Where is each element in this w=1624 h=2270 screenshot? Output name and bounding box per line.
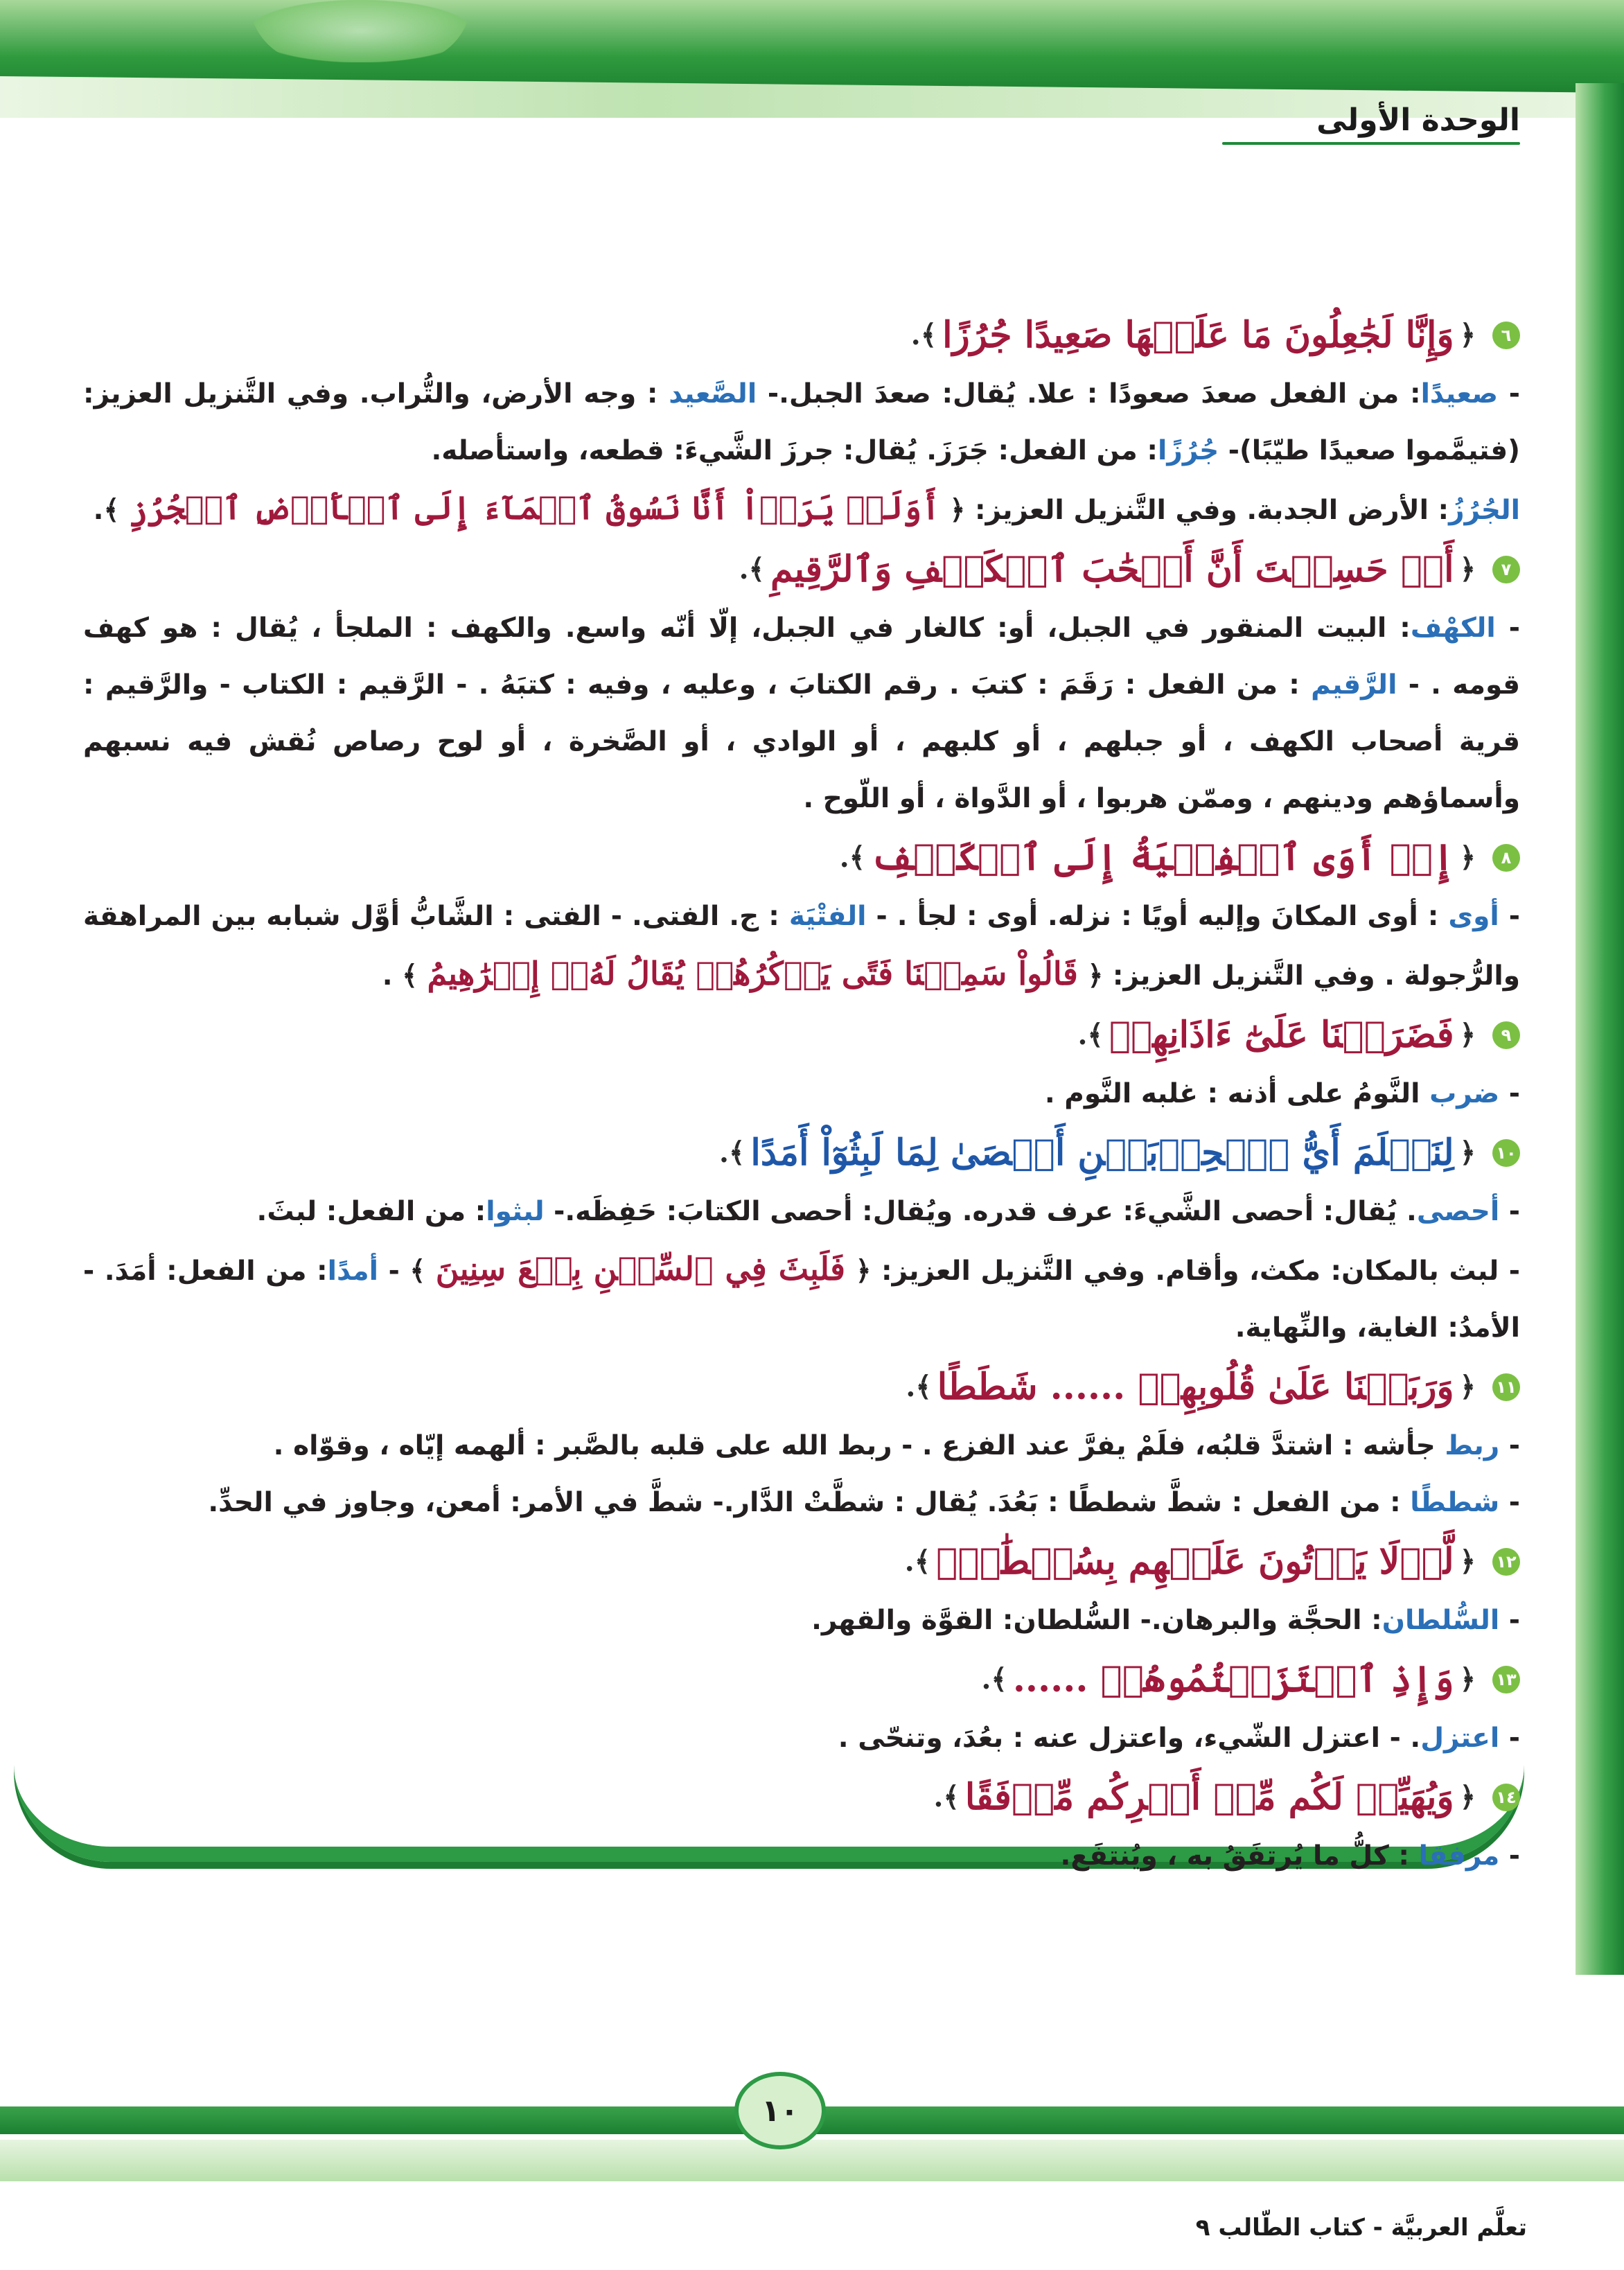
verse-number-badge: ٩ [1492,1021,1520,1049]
gloss-text: ﴾ . [382,960,427,992]
gloss-text: - [1499,1840,1520,1872]
quran-bracket-close-icon: ﴾. [904,1545,931,1578]
verse-text: أَمۡ حَسِبۡتَ أَنَّ أَصۡحَٰبَ ٱلۡكَهۡفِ وَٱلرَّقِيمِ [770,548,1454,590]
gloss-text: - [1499,1487,1520,1518]
verse-line [83,1531,1520,1592]
gloss-term: مرفقا [1418,1840,1500,1872]
quran-bracket-close-icon: ﴾. [933,1781,960,1813]
vocab-entry [83,1123,1520,1357]
verse-text: لَّوۡلَا يَأۡتُونَ عَلَيۡهِم بِسُلۡطَٰنِۭ [936,1540,1454,1583]
verse-number-badge: ٧ [1492,556,1520,583]
gloss-text: : وجه الأرض، والتُّراب. وفي التَّنزيل العزيز: (فتيمَّموا صعيدًا طيّبًا)- [83,378,1520,466]
gloss-paragraph [83,1828,1520,1885]
gloss-term: الكهْف [1410,613,1496,644]
vocab-entry [83,1531,1520,1649]
gloss-text: - [1499,1605,1520,1636]
quran-bracket-open-icon: ﴿ [1459,553,1476,586]
gloss-text: جأشه : اشتدَّ قلبُه، فلَمْ يفرَّ عند الفزع . - ربط الله على قلبه بالصَّبر : ألهمه إيّاه ، وقوّاه . [273,1430,1445,1461]
gloss-term: الرَّقيم [1311,669,1397,701]
quran-bracket-close-icon: ﴾. [739,553,765,586]
vocab-entry [83,305,1520,539]
gloss-text: : من الفعل : شطَّ شططًا : بَعُدَ. يُقال : شطَّتْ الدَّار.- شطَّ في الأمر: أمعن، وجاوز في الحدِّ. [208,1487,1411,1518]
verse-number-badge: ١١ [1492,1373,1520,1401]
right-side-bar [1576,83,1624,1975]
verse-text: فَضَرَبۡنَا عَلَىٰٓ ءَاذَانِهِمۡ [1109,1014,1454,1056]
verse-line [83,1123,1520,1184]
gloss-paragraph [83,366,1520,479]
vocabulary-list [83,305,1520,1885]
verse-text: لِنَعۡلَمَ أَيُّ ٱلۡحِزۡبَيۡنِ أَحۡصَىٰ لِمَا لَبِثُوٓاْ أَمَدًا [750,1132,1454,1174]
gloss-paragraph [83,1592,1520,1649]
gloss-term: السُّلطان [1382,1605,1500,1636]
gloss-term: لبثوا [486,1196,545,1227]
gloss-text: : من الفعل صعدَ صعودًا : علا. يُقال: صعدَ الجبل.- [757,378,1421,410]
gloss-text: - [1498,378,1520,410]
quran-bracket-open-icon: ﴿ [1459,319,1476,351]
gloss-term: الجُرُزُ [1449,495,1520,526]
floral-ornament-icon [249,0,471,62]
gloss-paragraph [83,479,1520,539]
quoted-verse: أَوَلَمۡ يَرَوۡاْ أَنَّا نَسُوقُ ٱلۡمَآءَ إِلَى ٱلۡأَرۡضِ ٱلۡجُرُزِ [128,489,940,527]
book-footer: تعلَّم العربيَّة - كتاب الطّالب ٩ [1195,2214,1527,2242]
gloss-text: - لبث بالمكان: مكث، وأقام. وفي التَّنزيل العزيز: ﴿ [845,1256,1520,1287]
quran-bracket-close-icon: ﴾. [1077,1019,1104,1051]
gloss-text: - [1499,1078,1520,1109]
quran-bracket-open-icon: ﴿ [1459,1663,1476,1696]
verse-number-badge: ١٤ [1492,1784,1520,1811]
gloss-text: : ج. الفتى. - الفتى : الشَّابُّ أوَّل شبابه بين المراهقة والرُّجولة . وفي التَّنزيل العزيز: ﴿ [83,901,1520,992]
quran-bracket-close-icon: ﴾. [906,1371,932,1403]
gloss-term: صعيدًا [1420,378,1499,410]
verse-text: وَإِنَّا لَجَٰعِلُونَ مَا عَلَيۡهَا صَعِيدًا جُرُزًا [942,314,1454,356]
verse-number-badge: ١٠ [1492,1139,1520,1167]
quran-bracket-open-icon: ﴿ [1459,1019,1476,1051]
gloss-term: الفتْيَة [788,901,867,932]
gloss-term: جُرُزًا [1158,435,1219,466]
unit-title: الوحدة الأولى [1316,103,1520,138]
gloss-text: : من الفعل: أمَدَ. - الأمدُ: الغاية، والنِّهاية. [83,1256,1520,1344]
vocab-entry [83,1357,1520,1531]
gloss-paragraph [83,1240,1520,1357]
unit-title-underline [1222,142,1520,145]
verse-text: إِذۡ أَوَى ٱلۡفِتۡيَةُ إِلَى ٱلۡكَهۡفِ [871,836,1454,879]
page-number: ١٠ [734,2072,826,2149]
bottom-banner-light [0,2140,1624,2181]
verse-line [83,1005,1520,1066]
vocab-entry [83,827,1520,1005]
gloss-text: - [1499,1723,1520,1754]
verse-number-badge: ٦ [1492,322,1520,349]
quran-bracket-open-icon: ﴿ [1459,1136,1476,1169]
gloss-paragraph [83,1710,1520,1767]
gloss-term: ضرب [1429,1078,1500,1109]
verse-line [83,827,1520,888]
gloss-text: : البيت المنقور في الجبل، أو: كالغار في الجبل، إلّا أنّه واسع. والكهف : الملجأ ، يُقال : هو كهف قومه . - [83,613,1520,701]
gloss-paragraph [83,1418,1520,1475]
gloss-text: : من الفعل: لبثَ. [256,1196,486,1227]
verse-text: وَإِذِ ٱعۡتَزَلۡتُمُوهُمۡ ...... [1012,1658,1454,1700]
verse-text: وَيُهَيِّئۡ لَكُم مِّنۡ أَمۡرِكُم مِّرۡفَقًا [964,1776,1454,1818]
gloss-term: اعتزل [1420,1723,1500,1754]
vocab-entry [83,1649,1520,1767]
gloss-text: : كلُّ ما يُرتفَقُ به ، ويُنتفَع. [1060,1840,1419,1872]
gloss-text: : الحجَّة والبرهان.- السُّلطان: القوَّة والقهر. [811,1605,1382,1636]
quran-bracket-close-icon: ﴾. [981,1663,1007,1696]
gloss-paragraph [83,1475,1520,1531]
gloss-text: . - اعتزل الشّيء، واعتزل عنه : بعُدَ، وتنحّى . [838,1723,1421,1754]
gloss-text: : من الفعل : رَقَمَ : كتبَ . رقم الكتابَ ، وعليه ، وفيه : كتبَهُ . - الرَّقيم : الكتاب - والرَّقيم : قرية أصحاب الكهف ، أو جبلهم ، أو كلبهم ، أو الوادي ، أو الصَّخرة ، أو لوح رصاص نُقش فيه نسبهم وأسماؤهم ودينهم ، وممّن هربوا ، أو الدَّواة ، أو اللّوح . [83,669,1520,814]
gloss-text: - [1495,613,1520,644]
gloss-text: : أوى المكانَ وإليه أويًا : نزله. أوى : لجأ . - [866,901,1449,932]
gloss-term: ربط [1445,1430,1500,1461]
gloss-paragraph [83,1184,1520,1240]
verse-number-badge: ١٢ [1492,1548,1520,1576]
verse-line [83,1357,1520,1418]
quoted-verse: قَالُواْ سَمِعۡنَا فَتًى يَذۡكُرُهُمۡ يُقَالُ لَهُۥٓ إِبۡرَٰهِيمُ [427,955,1078,992]
verse-number-badge: ١٣ [1492,1666,1520,1693]
gloss-text: - [1499,901,1520,932]
quran-bracket-close-icon: ﴾. [910,319,937,351]
verse-line [83,1767,1520,1828]
quoted-verse: فَلَبِثَ فِي ٱلسِّجۡنِ بِضۡعَ سِنِينَ [435,1250,846,1287]
gloss-term: أمدًا [327,1256,379,1287]
gloss-term: الصَّعيد [669,378,757,410]
quran-bracket-open-icon: ﴿ [1459,1371,1476,1403]
gloss-paragraph [83,1066,1520,1123]
verse-line [83,305,1520,366]
gloss-text: . يُقال: أحصى الشَّيءَ: عرف قدره. ويُقال: أحصى الكتابَ: حَفِظَه.- [544,1196,1417,1227]
gloss-term: أوى [1448,901,1499,932]
gloss-text: ﴾. [93,495,129,526]
gloss-paragraph [83,600,1520,827]
gloss-text: ﴾ - [378,1256,436,1287]
verse-line [83,1649,1520,1710]
gloss-text: : الأرض الجدبة. وفي التَّنزيل العزيز: ﴿ [939,495,1449,526]
gloss-paragraph [83,888,1520,1005]
gloss-term: شططًا [1410,1487,1500,1518]
gloss-text: : من الفعل: جَرَزَ. يُقال: جرزَ الشَّيءَ: قطعه، واستأصله. [431,435,1158,466]
verse-line [83,539,1520,600]
verse-number-badge: ٨ [1492,844,1520,872]
quran-bracket-open-icon: ﴿ [1459,1545,1476,1578]
vocab-entry [83,1767,1520,1885]
gloss-text: - [1499,1196,1520,1227]
verse-text: وَرَبَطۡنَا عَلَىٰ قُلُوبِهِمۡ ...... شَطَطًا [937,1366,1454,1408]
vocab-entry [83,1005,1520,1123]
quran-bracket-open-icon: ﴿ [1459,1781,1476,1813]
quran-bracket-open-icon: ﴿ [1459,841,1476,874]
gloss-text: النَّومُ على أذنه : غلبه النَّوم . [1044,1078,1430,1109]
vocab-entry [83,539,1520,827]
quran-bracket-close-icon: ﴾. [839,841,866,874]
gloss-term: أحصى [1416,1196,1500,1227]
gloss-text: - [1499,1430,1520,1461]
quran-bracket-close-icon: ﴾. [718,1136,745,1169]
